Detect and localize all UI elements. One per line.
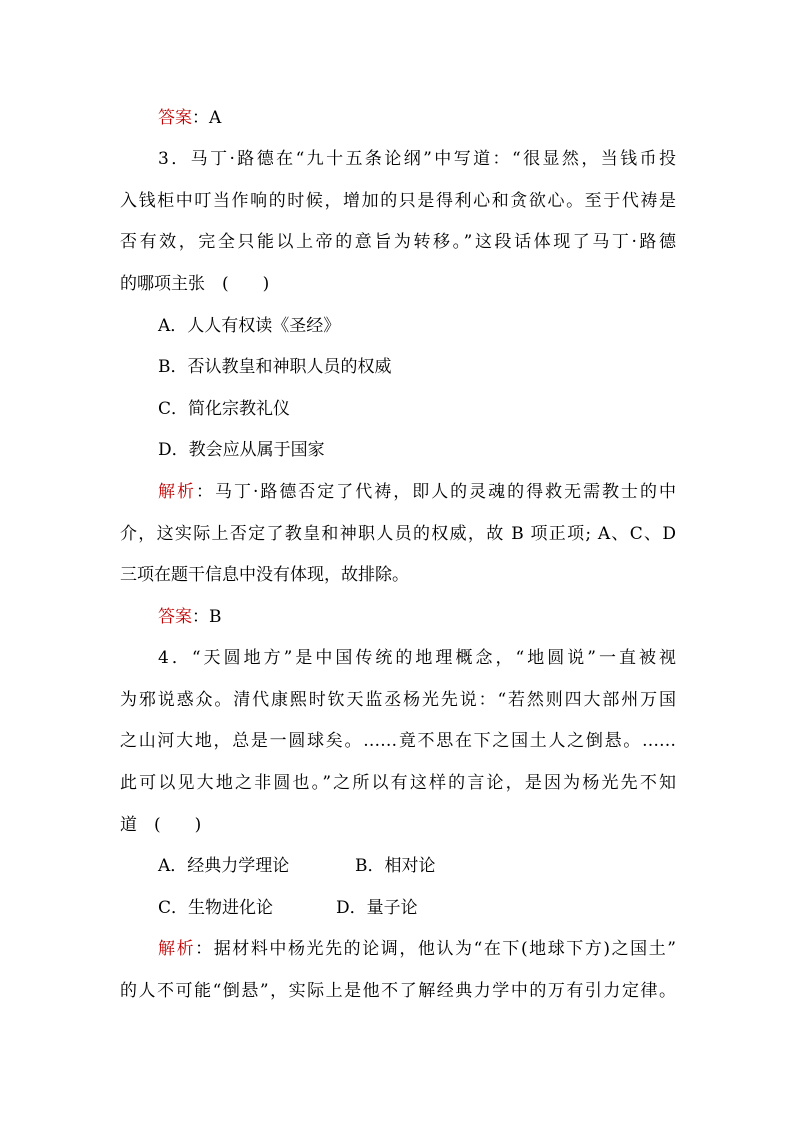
q3-option-a: A．人人有权读《圣经》 [158, 316, 341, 336]
q4-option-a: A．经典力学理论 [158, 856, 290, 876]
analysis-text: ：马丁·路德否定了代祷，即人的灵魂的得救无需教士的中 [195, 482, 677, 502]
q4-option-d: D．量子论 [336, 898, 418, 918]
q3-stem-line: 的哪项主张 ( ) [120, 274, 270, 294]
answer-label: 答案 [158, 607, 192, 627]
analysis-text: ：据材料中杨光先的论调，他认为“在下(地球下方)之国土” [195, 939, 677, 959]
q4-option-b: B．相对论 [355, 856, 436, 876]
q2-answer-line [158, 106, 676, 130]
answer-value: ：B [192, 607, 222, 627]
answer-value: ：A [192, 108, 222, 128]
q3-analysis-line: 三项在题干信息中没有体现，故排除。 [120, 565, 409, 585]
q4-stem-line: 之山河大地，总是一圆球矣。……竟不思在下之国土人之倒悬。…… [120, 731, 676, 751]
q3-analysis-line [158, 480, 676, 504]
q3-option-c: C．简化宗教礼仪 [158, 399, 291, 419]
answer-label: 答案 [158, 108, 192, 128]
q4-stem-line: 4．“天圆地方”是中国传统的地理概念，“地圆说”一直被视 [158, 648, 676, 668]
q3-stem-line: 3．马丁·路德在“九十五条论纲”中写道：“很显然，当钱币投 [158, 149, 676, 169]
q4-analysis-line: 的人不可能“倒悬”，实际上是他不了解经典力学中的万有引力定律。 [120, 981, 676, 1001]
analysis-label: 解析 [158, 939, 196, 959]
q3-stem-line: 否有效，完全只能以上帝的意旨为转移。”这段话体现了马丁·路德 [120, 232, 676, 252]
q3-option-b: B．否认教皇和神职人员的权威 [158, 357, 392, 377]
q4-stem-line: 道 ( ) [120, 815, 202, 835]
q4-stem-line: 此可以见大地之非圆也。”之所以有这样的言论，是因为杨光先不知 [120, 773, 676, 793]
q4-option-c: C．生物进化论 [158, 898, 274, 918]
q3-analysis-line: 介，这实际上否定了教皇和神职人员的权威，故 B 项正项; A、C、D [120, 524, 676, 544]
q3-option-d: D．教会应从属于国家 [158, 440, 325, 460]
q3-stem-line: 入钱柜中叮当作响的时候，增加的只是得利心和贪欲心。至于代祷是 [120, 191, 676, 211]
q4-analysis-line [158, 937, 676, 961]
q4-stem-line: 为邪说惑众。清代康熙时钦天监丞杨光先说：“若然则四大部州万国 [120, 690, 676, 710]
q3-answer-line [158, 605, 676, 629]
analysis-label: 解析 [158, 482, 196, 502]
